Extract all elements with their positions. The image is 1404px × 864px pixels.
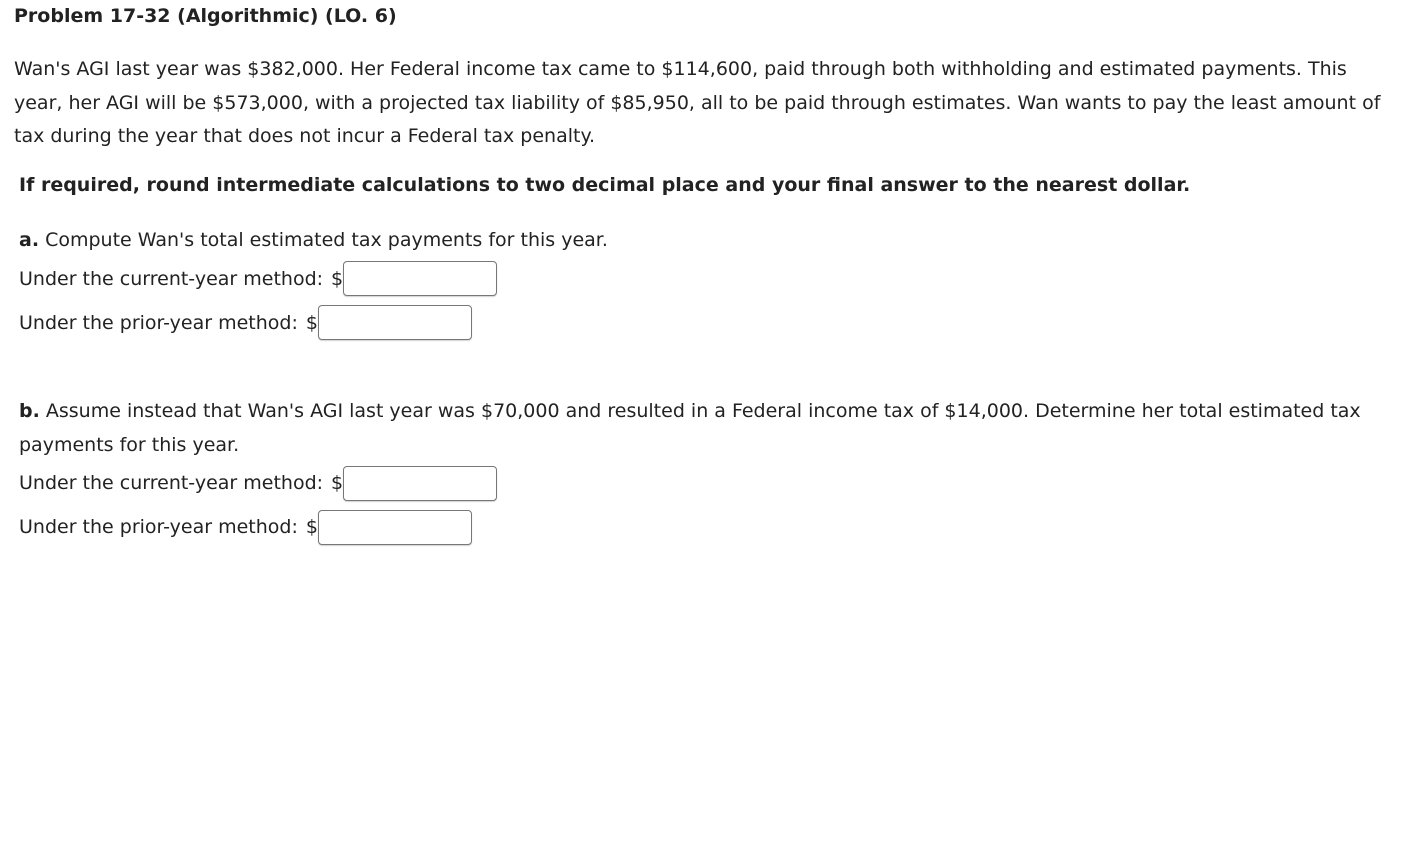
part-a-current-year-currency: $ [331,267,344,290]
part-b-current-year-input[interactable] [343,466,497,501]
part-b [19,395,1389,544]
part-b-prior-year-row [19,510,1389,544]
part-b-prior-year-input[interactable] [318,510,472,545]
part-b-current-year-row [19,466,1389,500]
part-a-prior-year-label: Under the prior-year method: [19,311,298,334]
part-a-current-year-label: Under the current-year method: [19,267,324,290]
part-a-prior-year-row [19,306,1389,340]
part-b-question-text: Assume instead that Wan's AGI last year was $70,000 and resulted in a Federal income tax of $14,000. Determine her total estimated tax payments for this year. [19,400,1361,456]
problem-intro: Wan's AGI last year was $382,000. Her Federal income tax came to $114,600, paid through both withholding and estimated payments. This year, her AGI will be $573,000, with a projected tax liability of $85,950, all to be paid through estimates. Wan wants to pay the least amount of tax during the year that does not incur a Federal tax penalty. [14,58,1381,148]
part-b-prior-year-currency: $ [305,516,318,539]
part-a-letter: a. [19,229,40,251]
part-b-current-year-currency: $ [331,472,344,495]
part-a [19,224,1389,340]
part-b-prior-year-label: Under the prior-year method: [19,516,298,539]
part-a-current-year-input[interactable] [343,261,497,296]
problem-title: Problem 17-32 (Algorithmic) (LO. 6) [14,5,397,27]
part-b-question [19,395,1389,462]
part-b-current-year-label: Under the current-year method: [19,472,324,495]
part-a-question [19,224,1389,258]
part-a-question-text: Compute Wan's total estimated tax payments for this year. [45,229,608,251]
part-b-letter: b. [19,400,40,422]
part-a-current-year-row [19,262,1389,296]
part-a-prior-year-input[interactable] [318,305,472,340]
rounding-instruction: If required, round intermediate calculations to two decimal place and your final answer to the nearest dollar. [19,174,1191,196]
part-a-prior-year-currency: $ [305,311,318,334]
